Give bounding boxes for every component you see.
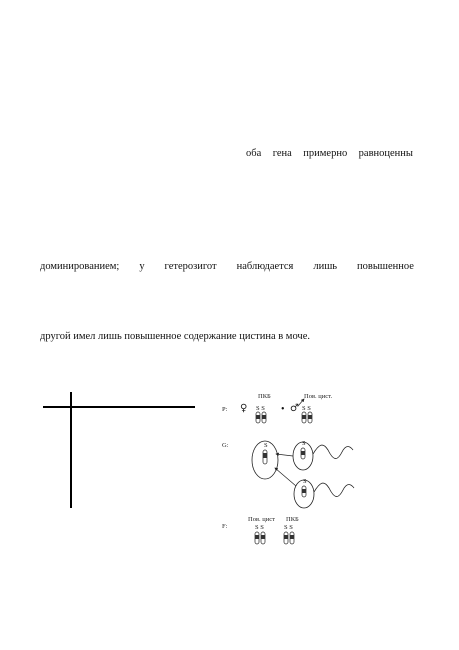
f1-alleles-2: S S: [284, 524, 293, 531]
word: у: [139, 261, 145, 272]
word: оба: [246, 148, 262, 159]
male-symbol-icon: ♂: [290, 403, 299, 414]
word: наблюдается: [236, 261, 294, 272]
word: равноценны: [358, 148, 413, 159]
vertical-rule: [70, 392, 72, 508]
paragraph-line-1: [246, 147, 413, 160]
female-symbol-icon: ♀: [240, 403, 248, 414]
paragraph-line-2: [40, 260, 414, 273]
g-male-allele-2: S: [303, 478, 307, 485]
p-female-chromosomes: [256, 412, 266, 423]
word: доминированием;: [40, 261, 120, 272]
p-male-chromosomes: [302, 412, 312, 423]
paragraph-line-3: другой имел лишь повышенное содержание цистина в моче.: [40, 331, 311, 342]
row-label-p: P:: [222, 406, 228, 413]
p-female-alleles: S S: [256, 405, 265, 412]
p-male-label: Пов. цист.: [304, 393, 333, 400]
g-female-allele: S: [264, 442, 268, 449]
p-female-label: ПКБ: [258, 393, 271, 400]
word: гетерозигот: [164, 261, 217, 272]
p-male-alleles: S S: [302, 405, 311, 412]
word: гена: [272, 148, 292, 159]
f1-chromosomes-2: [284, 532, 294, 544]
g-male-allele-1: S: [302, 440, 306, 447]
word: лишь: [313, 261, 338, 272]
row-label-g: G:: [222, 442, 229, 449]
genetic-cross-diagram: [218, 376, 378, 556]
f1-chromosomes-1: [255, 532, 265, 544]
cross-sign: •: [281, 404, 285, 415]
f1-label-1: Пов. цист: [248, 516, 275, 523]
word: повышенное: [357, 261, 414, 272]
row-label-f: F:: [222, 523, 228, 530]
word: примерно: [303, 148, 348, 159]
f1-alleles-1: S S: [255, 524, 264, 531]
horizontal-rule: [43, 406, 195, 408]
f1-label-2: ПКБ: [286, 516, 299, 523]
